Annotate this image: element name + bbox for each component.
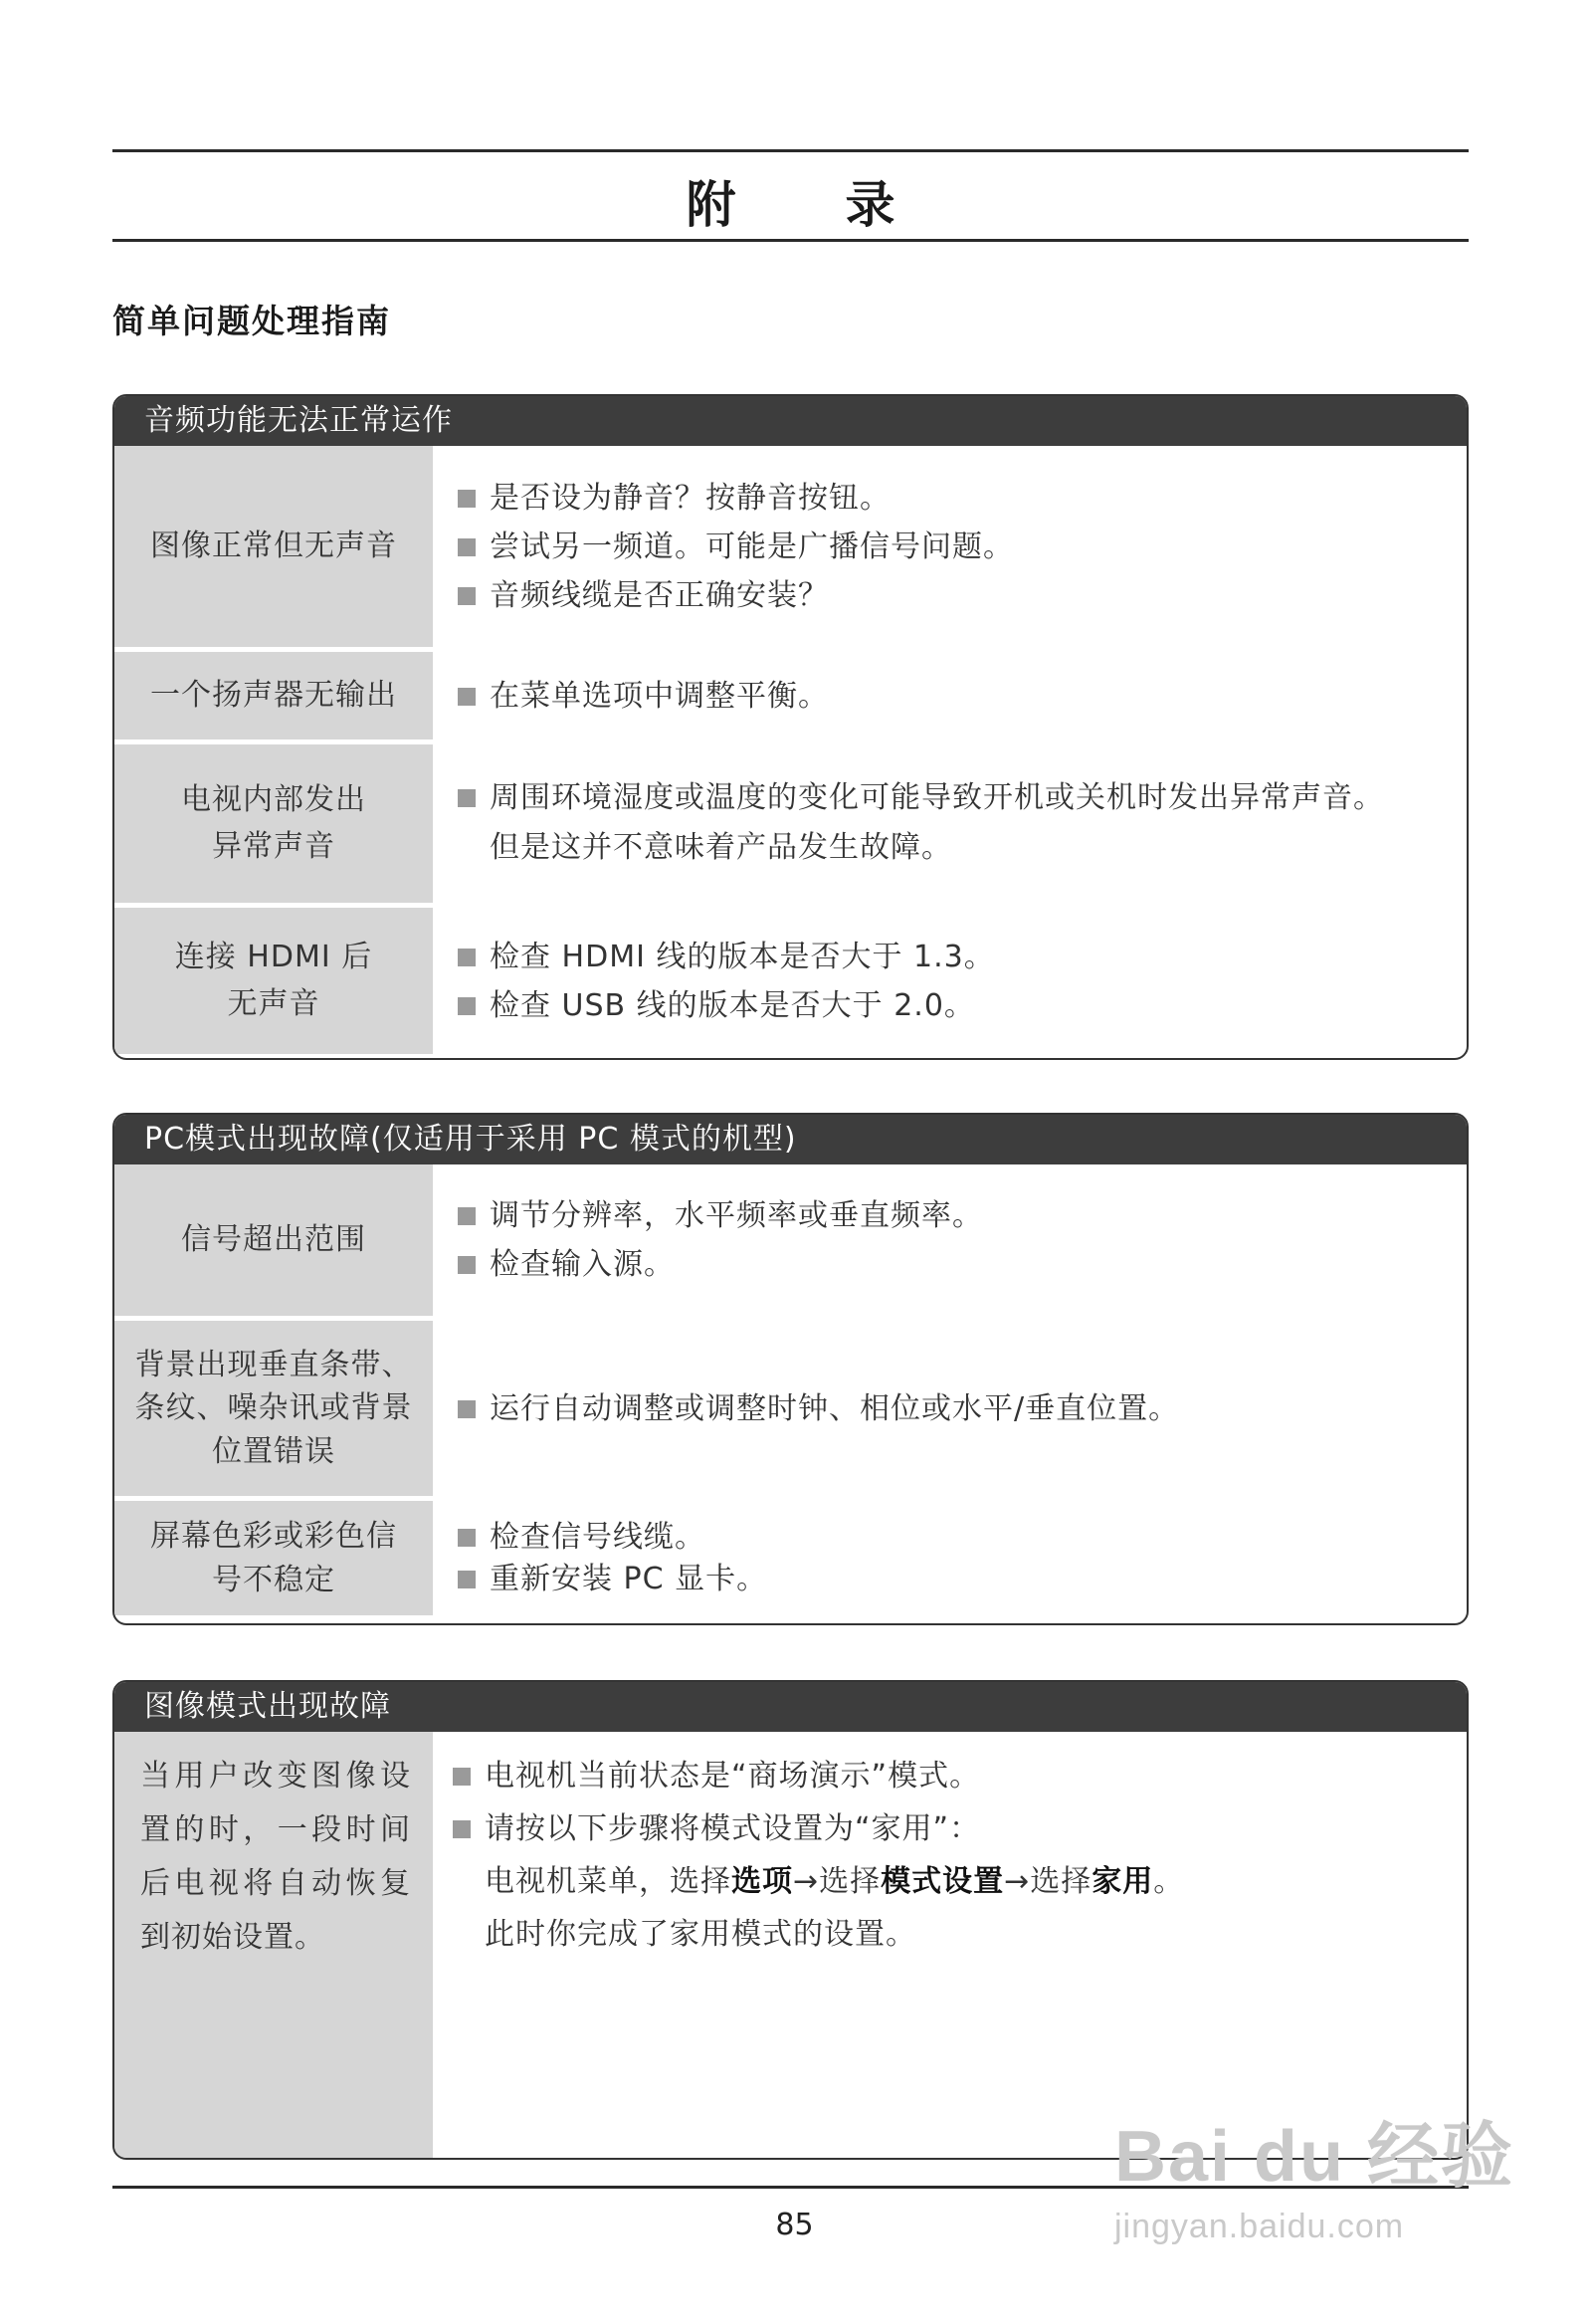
solution-item: 检查输入源。 — [458, 1240, 1449, 1289]
solution-item: 检查信号线缆。 — [458, 1517, 1449, 1559]
panel-header: 图像模式出现故障 — [114, 1682, 1467, 1732]
table-row — [114, 647, 1467, 739]
title-char-2: 录 — [845, 176, 895, 234]
solution-item: 运行自动调整或调整时钟、相位或水平/垂直位置。 — [458, 1384, 1449, 1433]
solution-item: 请按以下步骤将模式设置为“家用”： — [453, 1802, 1449, 1855]
square-bullet-icon — [458, 1256, 476, 1274]
square-bullet-icon — [458, 1571, 476, 1588]
watermark — [1114, 2098, 1514, 2246]
square-bullet-icon — [458, 688, 476, 706]
title-bottom-rule — [112, 239, 1469, 242]
square-bullet-icon — [458, 997, 476, 1015]
solution-continuation: 此时你完成了家用模式的设置。 — [485, 1917, 916, 1952]
top-rule — [112, 149, 1469, 152]
solution-cell — [433, 744, 1467, 903]
problem-label: 电视内部发出 异常声音 — [114, 744, 433, 903]
solution-item: 周围环境湿度或温度的变化可能导致开机或关机时发出异常声音。 — [458, 773, 1449, 822]
square-bullet-icon — [458, 1529, 476, 1547]
problem-label: 屏幕色彩或彩色信 号不稳定 — [114, 1501, 433, 1615]
picture-mode-troubleshoot-panel — [112, 1680, 1469, 2160]
title-char-1: 附 — [686, 176, 736, 234]
square-bullet-icon — [453, 1768, 471, 1786]
problem-label: 背景出现垂直条带、 条纹、噪杂讯或背景 位置错误 — [114, 1321, 433, 1496]
square-bullet-icon — [458, 949, 476, 966]
solution-cell — [433, 446, 1467, 647]
audio-troubleshoot-panel — [112, 394, 1469, 1060]
panel-header: PC模式出现故障(仅适用于采用 PC 模式的机型) — [114, 1115, 1467, 1164]
table-row — [114, 1496, 1467, 1615]
solution-cell — [433, 652, 1467, 739]
solution-item: 是否设为静音？按静音按钮。 — [458, 474, 1449, 523]
problem-label: 信号超出范围 — [114, 1164, 433, 1316]
solution-item: 在菜单选项中调整平衡。 — [458, 672, 1449, 721]
solution-item: 音频线缆是否正确安装？ — [458, 571, 1449, 620]
square-bullet-icon — [458, 587, 476, 605]
square-bullet-icon — [458, 538, 476, 556]
watermark-url: jingyan.baidu.com — [1114, 2208, 1405, 2245]
solution-item: 检查 HDMI 线的版本是否大于 1.3。 — [458, 933, 1449, 981]
section-title: 简单问题处理指南 — [112, 302, 391, 340]
solution-item: 检查 USB 线的版本是否大于 2.0。 — [458, 981, 1449, 1030]
solution-item: 尝试另一频道。可能是广播信号问题。 — [458, 523, 1449, 571]
problem-label: 当用户改变图像设置的时，一段时间后电视将自动恢复到初始设置。 — [114, 1732, 433, 2160]
solution-item: 重新安装 PC 显卡。 — [458, 1559, 1449, 1600]
page-title — [112, 165, 1469, 237]
square-bullet-icon — [453, 1820, 471, 1838]
square-bullet-icon — [458, 1207, 476, 1225]
table-row — [114, 1164, 1467, 1316]
table-row — [114, 739, 1467, 903]
problem-label: 图像正常但无声音 — [114, 446, 433, 647]
solution-cell — [433, 1732, 1467, 2160]
menu-path-instruction: 电视机菜单，选择选项→选择模式设置→选择家用。 — [485, 1864, 1185, 1899]
square-bullet-icon — [458, 490, 476, 508]
panel-header: 音频功能无法正常运作 — [114, 396, 1467, 446]
problem-label: 一个扬声器无输出 — [114, 652, 433, 739]
solution-cell — [433, 1321, 1467, 1496]
solution-cell — [433, 908, 1467, 1054]
problem-label: 连接 HDMI 后 无声音 — [114, 908, 433, 1054]
solution-item: 调节分辨率，水平频率或垂直频率。 — [458, 1191, 1449, 1240]
square-bullet-icon — [458, 789, 476, 807]
table-row — [114, 1732, 1467, 2160]
solution-cell — [433, 1501, 1467, 1615]
solution-item: 电视机当前状态是“商场演示”模式。 — [453, 1750, 1449, 1802]
table-row — [114, 903, 1467, 1054]
square-bullet-icon — [458, 1400, 476, 1418]
watermark-brand: Bai du 经验 — [1114, 2117, 1515, 2197]
pc-mode-troubleshoot-panel — [112, 1113, 1469, 1625]
solution-cell — [433, 1164, 1467, 1316]
table-row — [114, 446, 1467, 647]
solution-continuation: 但是这并不意味着产品发生故障。 — [490, 830, 952, 865]
page-number: 85 — [775, 2208, 814, 2242]
table-row — [114, 1316, 1467, 1496]
